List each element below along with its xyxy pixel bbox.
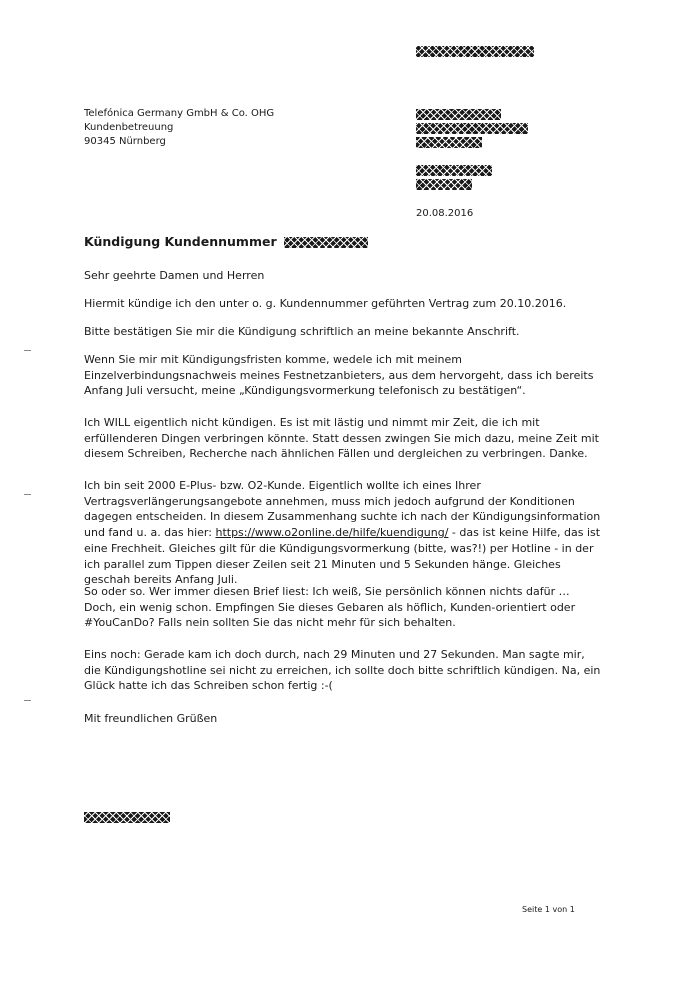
salutation: Sehr geehrte Damen und Herren (84, 269, 265, 282)
customer-number-redacted (284, 237, 368, 248)
punch-mark (24, 494, 31, 495)
closing-greeting: Mit freundlichen Grüßen (84, 712, 218, 725)
page-number: Seite 1 von 1 (522, 905, 575, 914)
paragraph-reader-address: So oder so. Wer immer diesen Brief liest: Ich weiß, Sie persönlich können nichts dafür … Doch, ein wenig schon. Empfingen Sie dieses Gebaren als höflich, Kunden-orientiert oder #YouCanDo? Falls nein sollten Sie das nicht mehr für sich behalten. (84, 585, 576, 630)
recipient-company: Telefónica Germany GmbH & Co. OHG (84, 108, 275, 119)
history-text-after-link: - das ist keine Hilfe, das ist eine Frechheit. Gleiches gilt für die Kündigungsvormerkung (bitte, was?!) per Hotline - in der ich parallel zum Tippen dieser Zeilen seit 21 Minuten und 5 Sekunden hänge. Gleiches geschah bereits Anfang Juli. (84, 526, 601, 587)
recipient-address (84, 107, 274, 149)
letter-subject (84, 234, 368, 250)
paragraph-notice-period: Wenn Sie mir mit Kündigungsfristen komme, wedele ich mit meinem Einzelverbindungsnachweis meines Festnetzanbieters, aus dem hervorgeht, dass ich bereits Anfang Juli versucht, meine „Kündigungsvormerkung telefonisch zu bestätigen“. (84, 353, 594, 398)
paragraph-cancellation: Hiermit kündige ich den unter o. g. Kundennummer geführten Vertrag zum 20.10.2016. (84, 297, 567, 310)
sender-line-3-redacted (416, 137, 482, 148)
recipient-city: 90345 Nürnberg (84, 136, 166, 147)
paragraph-confirmation-request: Bitte bestätigen Sie mir die Kündigung schriftlich an meine bekannte Anschrift. (84, 325, 520, 338)
paragraph-customer-history (84, 478, 604, 588)
sender-line-1-redacted (416, 109, 501, 120)
sender-line-2-redacted (416, 123, 528, 134)
fold-mark-bottom (24, 700, 31, 701)
kuendigung-help-link[interactable]: https://www.o2online.de/hilfe/kuendigung/ (215, 526, 449, 540)
sender-line-4-redacted (416, 165, 492, 176)
history-text-before-link: Ich bin seit 2000 E-Plus- bzw. O2-Kunde. Eigentlich wollte ich eines Ihrer Vertragsverlängerungsangebote annehmen, muss mich jedoch aufgrund der Konditionen dagegen entscheiden. In diesem Zusammenhang suchte ich nach der Kündigungsinformation und fand u. a. das hier: (84, 479, 601, 540)
subject-text: Kündigung Kundennummer (84, 234, 277, 249)
fold-mark-top (24, 350, 31, 351)
letter-date: 20.08.2016 (416, 208, 474, 219)
paragraph-reluctance: Ich WILL eigentlich nicht kündigen. Es ist mit lästig und nimmt mir Zeit, die ich mit erfüllenderen Dingen verbringen könnte. Statt dessen zwingen Sie mich dazu, meine Zeit mit diesem Schreiben, Recherche nach ähnlichen Fällen und dergleichen zu verbringen. Danke. (84, 416, 599, 461)
sender-line-5-redacted (416, 179, 472, 190)
recipient-department: Kundenbetreuung (84, 122, 174, 133)
sender-name-redacted (416, 46, 534, 57)
paragraph-hotline-update: Eins noch: Gerade kam ich doch durch, nach 29 Minuten und 27 Sekunden. Man sagte mir, die Kündigungshotline sei nicht zu erreichen, ich sollte doch bitte schriftlich kündigen. Na, ein Glück hatte ich das Schreiben schon fertig :-( (84, 648, 601, 693)
signature-redacted (84, 812, 170, 823)
